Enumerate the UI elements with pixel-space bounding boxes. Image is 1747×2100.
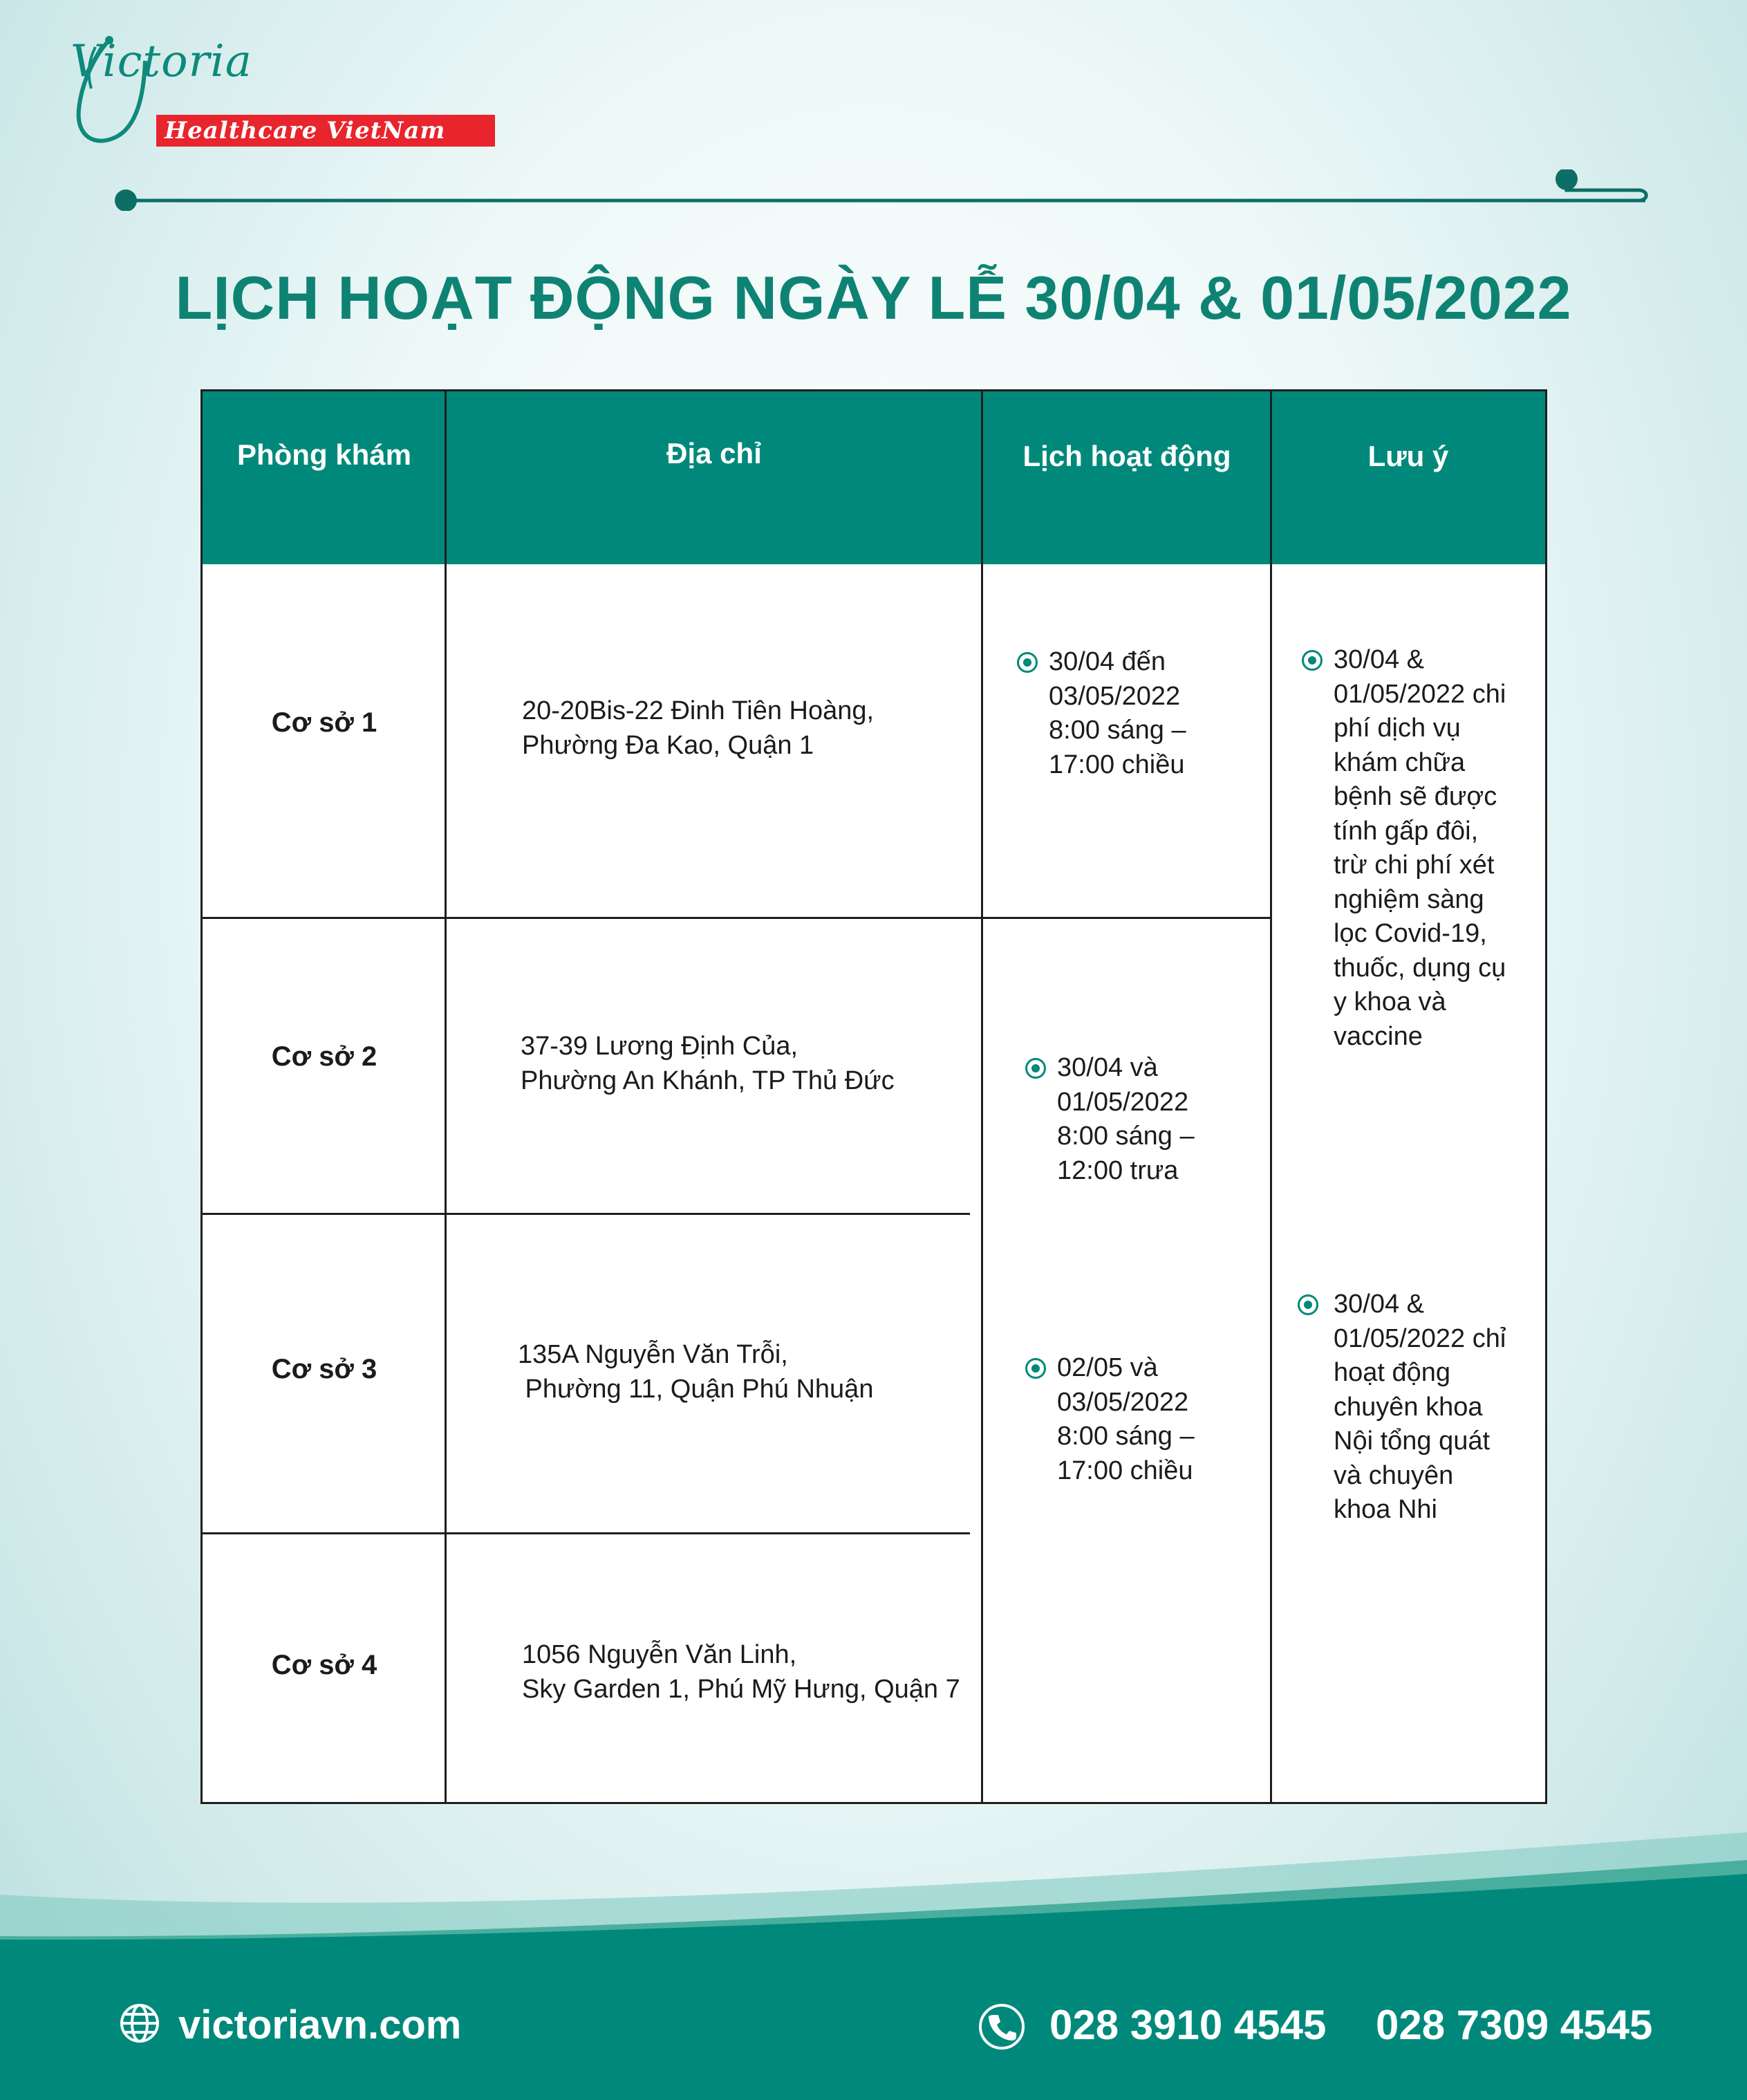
header-divider <box>0 169 1747 211</box>
clinic-address: 1056 Nguyễn Văn Linh, Sky Garden 1, Phú Mỹ Hưng, Quận 7 <box>522 1640 960 1704</box>
phone-icon <box>978 2003 1026 2051</box>
website-link[interactable]: victoriavn.com <box>178 2003 462 2047</box>
divider <box>203 1213 970 1215</box>
divider <box>1270 391 1272 1802</box>
clinic-name: Cơ sở 4 <box>271 1650 377 1680</box>
phone-number-1[interactable]: 028 3910 4545 <box>1049 2002 1327 2048</box>
globe-icon <box>119 2003 160 2044</box>
clinic-name: Cơ sở 3 <box>271 1354 377 1384</box>
clinic-address: 20-20Bis-22 Đinh Tiên Hoàng, Phường Đa Kao, Quận 1 <box>522 696 875 760</box>
header-notes: Lưu ý <box>1367 440 1449 472</box>
header-schedule: Lịch hoạt động <box>1022 440 1231 472</box>
header-clinic: Phòng khám <box>236 438 412 471</box>
bullet-icon <box>1302 650 1323 671</box>
table-header <box>203 391 1545 564</box>
clinic-name: Cơ sở 2 <box>271 1041 377 1072</box>
phone-number-2[interactable]: 028 7309 4545 <box>1376 2002 1653 2048</box>
divider <box>445 391 447 1802</box>
clinic-name: Cơ sở 1 <box>271 707 377 738</box>
schedule-item: 30/04 và 01/05/2022 8:00 sáng – 12:00 trưa <box>1057 1053 1195 1185</box>
note-item: 30/04 & 01/05/2022 chỉ hoạt động chuyên khoa Nội tổng quát và chuyên khoa Nhi <box>1334 1290 1506 1524</box>
page-title: LỊCH HOẠT ĐỘNG NGÀY LỄ 30/04 & 01/05/2022 <box>175 263 1572 332</box>
bullet-icon <box>1025 1358 1046 1379</box>
divider <box>203 917 1270 919</box>
brand-tagline: Healthcare VietNam <box>156 115 495 147</box>
divider <box>981 391 983 1802</box>
schedule-item: 02/05 và 03/05/2022 8:00 sáng – 17:00 chiều <box>1057 1353 1195 1485</box>
note-item: 30/04 & 01/05/2022 chi phí dịch vụ khám chữa bệnh sẽ được tính gấp đôi, trừ chi phí xét nghiệm sàng lọc Covid-19, thuốc, dụng cụ y khoa và vaccine <box>1334 645 1506 1051</box>
schedule-item: 30/04 đến 03/05/2022 8:00 sáng – 17:00 chiều <box>1049 647 1186 779</box>
divider <box>203 1532 970 1534</box>
clinic-address: 37-39 Lương Định Của, Phường An Khánh, TP Thủ Đức <box>521 1032 895 1095</box>
bullet-icon <box>1025 1058 1046 1079</box>
footer-band <box>0 1819 1747 2100</box>
brand-name: Victoria <box>71 36 252 87</box>
bullet-icon <box>1017 652 1038 673</box>
clinic-address: 135A Nguyễn Văn Trỗi, Phường 11, Quận Phú Nhuận <box>518 1340 874 1404</box>
bullet-icon <box>1298 1294 1318 1315</box>
header-address: Địa chỉ <box>666 437 762 470</box>
schedule-table <box>200 389 1547 1804</box>
